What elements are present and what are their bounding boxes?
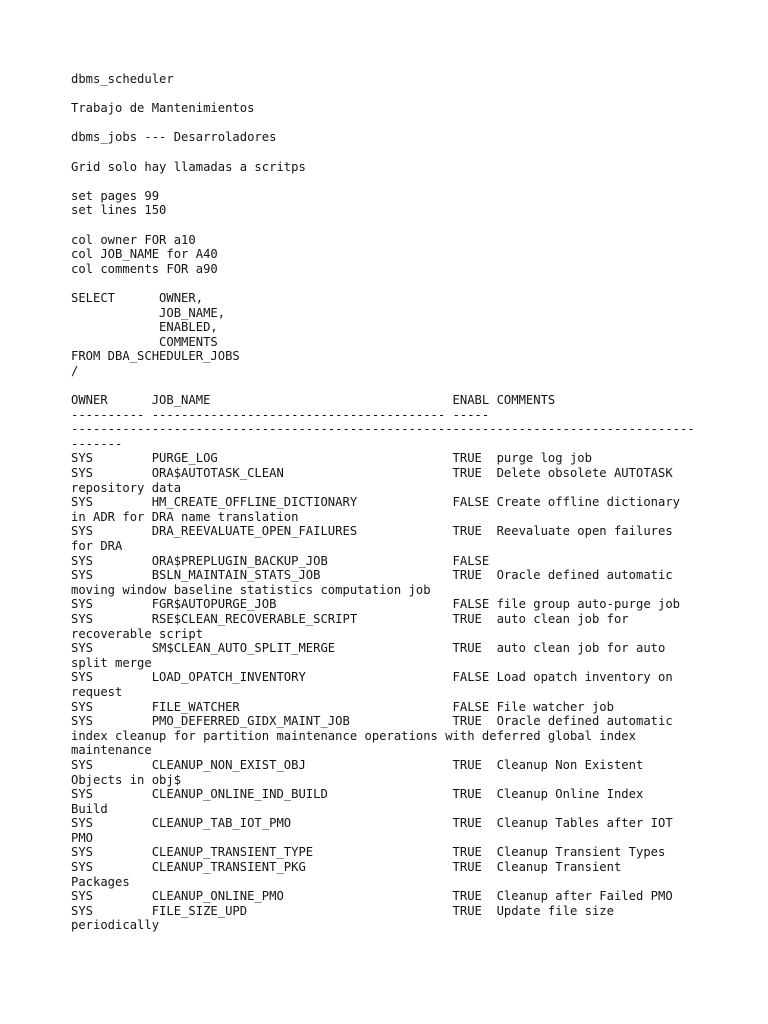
text-line: SYS CLEANUP_TRANSIENT_PKG TRUE Cleanup Transient [71,860,622,875]
text-line: ------- [71,436,123,451]
text-line: dbms_jobs --- Desarroladores [71,130,277,145]
text-line: dbms_scheduler [71,72,174,86]
text-line: OWNER JOB_NAME ENABL COMMENTS [71,393,556,408]
text-line: SYS ORA$PREPLUGIN_BACKUP_JOB FALSE [71,553,490,568]
text-line: Objects in obj$ [71,772,182,787]
blank-line [71,276,711,291]
text-line: split merge [71,655,152,670]
text-line: maintenance [71,743,152,758]
text-line: for DRA [71,539,123,553]
text-line: col owner FOR a10 [71,232,196,247]
blank-line [71,145,711,160]
text-line: request [71,684,123,699]
text-line: SYS HM_CREATE_OFFLINE_DICTIONARY FALSE Create offline dictionary [71,495,681,510]
text-line: moving window baseline statistics computation job [71,582,431,597]
blank-line [71,116,711,131]
text-line: SYS PURGE_LOG TRUE purge log job [71,451,592,466]
text-line: FROM DBA_SCHEDULER_JOBS [71,349,240,364]
text-line: Packages [71,874,130,889]
text-line: PMO [71,830,94,845]
text-line: in ADR for DRA name translation [71,509,299,524]
text-line: Grid solo hay llamadas a scritps [71,159,306,174]
text-line: SYS FILE_WATCHER FALSE File watcher job [71,699,614,714]
document-body [71,72,711,933]
text-line: SYS SM$CLEAN_AUTO_SPLIT_MERGE TRUE auto clean job for auto [71,641,666,656]
text-line: SYS FILE_SIZE_UPD TRUE Update file size [71,903,614,918]
text-line: JOB_NAME, [71,305,226,320]
text-line: ------------------------------------------------------------------------------------- [71,422,695,437]
text-line: SYS BSLN_MAINTAIN_STATS_JOB TRUE Oracle defined automatic [71,568,673,583]
text-line: SYS CLEANUP_NON_EXIST_OBJ TRUE Cleanup Non Existent [71,757,644,772]
text-line: SYS CLEANUP_ONLINE_IND_BUILD TRUE Cleanup Online Index [71,787,644,802]
text-line: ---------- ---------------------------------------- ----- [71,407,490,422]
blank-line [71,87,711,102]
text-line: set pages 99 [71,188,160,203]
text-line: SYS CLEANUP_ONLINE_PMO TRUE Cleanup after Failed PMO [71,889,673,904]
text-line: ENABLED, [71,320,218,335]
text-line: COMMENTS [71,334,218,349]
text-line: SYS CLEANUP_TRANSIENT_TYPE TRUE Cleanup Transient Types [71,845,666,860]
text-line: periodically [71,918,160,933]
text-line: col JOB_NAME for A40 [71,247,218,262]
text-line: SYS LOAD_OPATCH_INVENTORY FALSE Load opatch inventory on [71,670,673,685]
text-line: Build [71,801,108,816]
text-line: / [71,363,79,378]
text-line: SYS PMO_DEFERRED_GIDX_MAINT_JOB TRUE Oracle defined automatic [71,714,673,729]
text-line: Trabajo de Mantenimientos [71,101,255,116]
blank-line [71,174,711,189]
text-line: SYS RSE$CLEAN_RECOVERABLE_SCRIPT TRUE auto clean job for [71,611,629,626]
text-line: repository data [71,480,182,495]
text-line: index cleanup for partition maintenance operations with deferred global index [71,728,636,743]
blank-line [71,218,711,233]
text-line: SELECT OWNER, [71,290,204,305]
text-line: set lines 150 [71,203,167,218]
blank-line [71,378,711,393]
text-line: recoverable script [71,626,204,641]
text-line: SYS ORA$AUTOTASK_CLEAN TRUE Delete obsolete AUTOTASK [71,466,673,481]
text-line: SYS FGR$AUTOPURGE_JOB FALSE file group auto-purge job [71,597,681,612]
text-line: SYS CLEANUP_TAB_IOT_PMO TRUE Cleanup Tables after IOT [71,816,673,831]
text-line: SYS DRA_REEVALUATE_OPEN_FAILURES TRUE Reevaluate open failures [71,524,673,539]
text-line: col comments FOR a90 [71,261,218,276]
